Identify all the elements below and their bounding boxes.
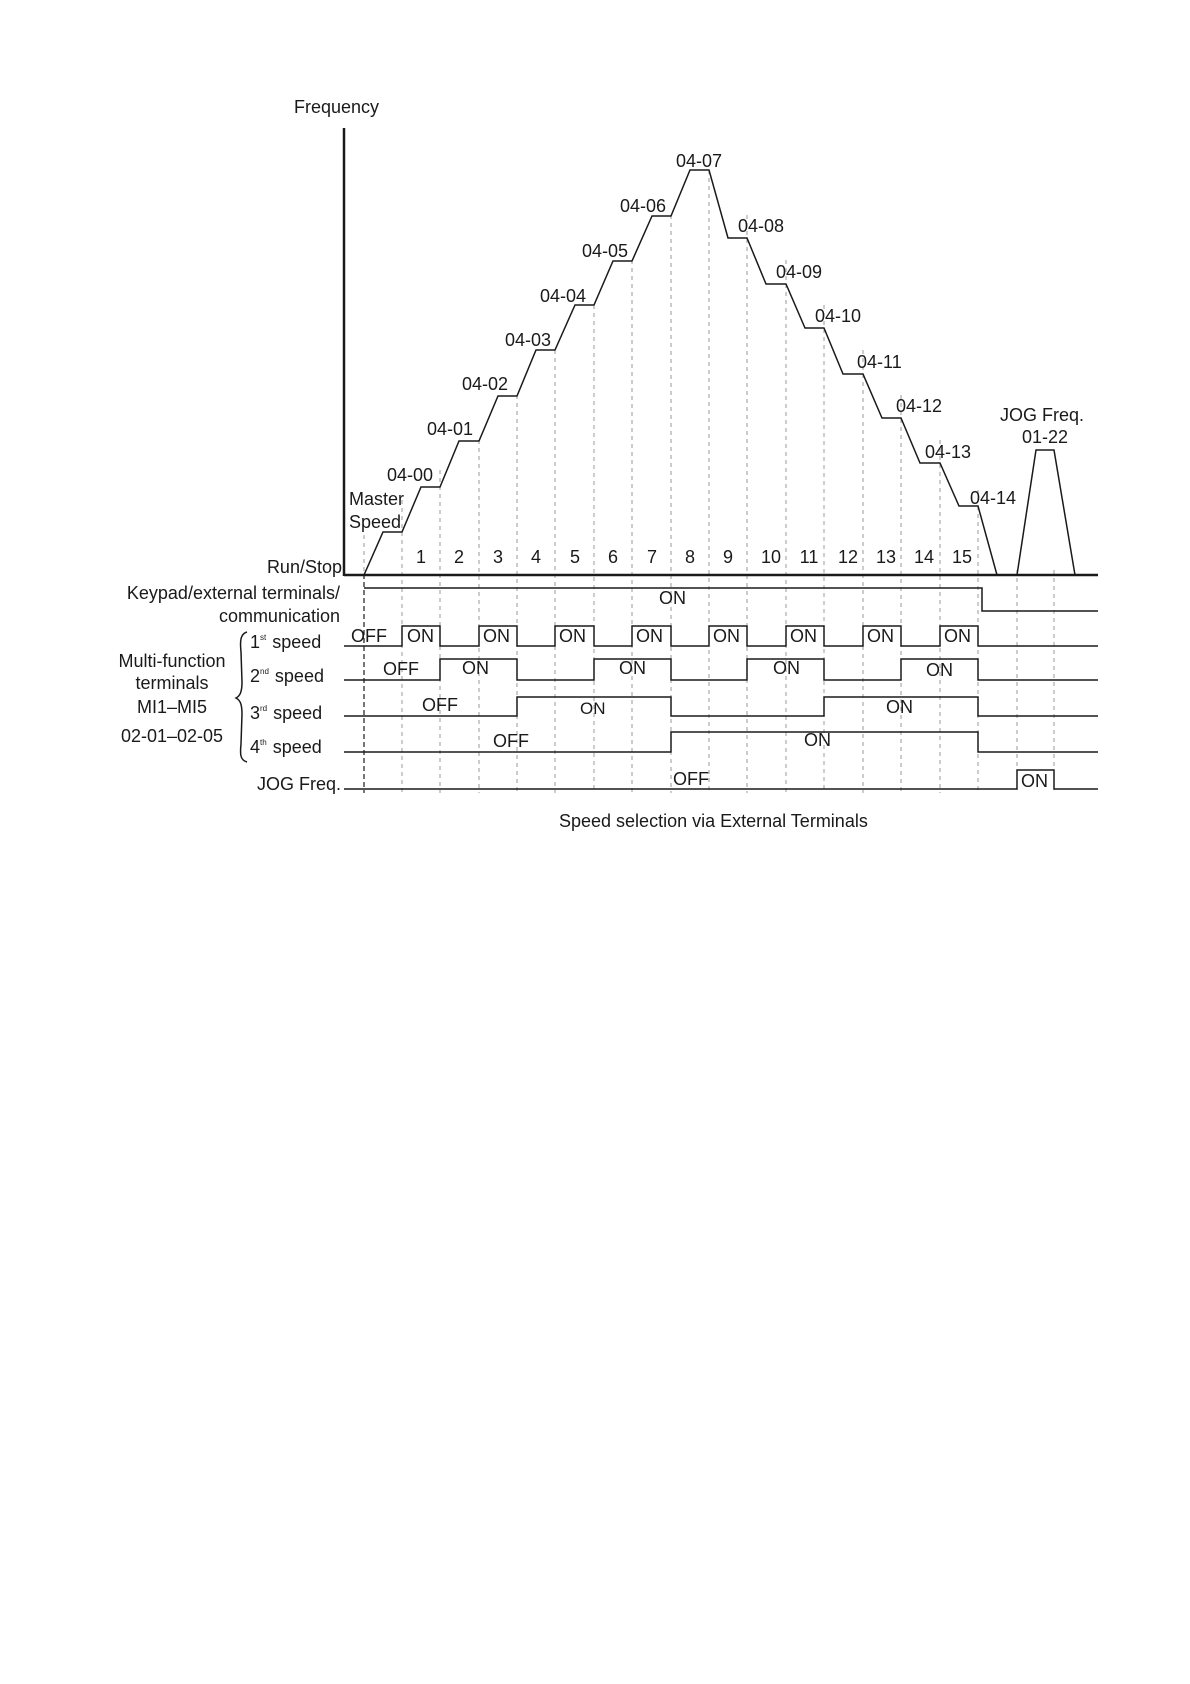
- speed3-signal: [250, 695, 1098, 723]
- param-label: 04-09: [776, 262, 823, 282]
- speed1-label: 1st speed: [250, 632, 322, 652]
- speed1-state: ON: [636, 626, 663, 646]
- step-number: 5: [569, 547, 581, 567]
- step-grid-lines: [364, 170, 1054, 793]
- group-label: terminals: [135, 673, 209, 693]
- speed2-signal: [250, 658, 1098, 686]
- speed2-waveform: [344, 659, 1098, 680]
- step-number: 13: [875, 547, 897, 567]
- param-label: 04-07: [676, 151, 723, 171]
- speed4-label: 4th speed: [250, 737, 322, 757]
- step-number: 1: [415, 547, 427, 567]
- multi-function-group: [118, 632, 247, 762]
- step-number: 14: [913, 547, 935, 567]
- speed4-state: OFF: [493, 731, 529, 751]
- param-label: 04-03: [505, 330, 552, 350]
- param-label: 04-08: [738, 216, 785, 236]
- step-number: 10: [760, 547, 782, 567]
- keypad-waveform: [364, 588, 1098, 611]
- param-label: 04-14: [970, 488, 1017, 508]
- step-number: 15: [951, 547, 973, 567]
- param-label: 04-06: [620, 196, 667, 216]
- speed2-state: OFF: [383, 659, 419, 679]
- speed2-label: 2nd speed: [250, 666, 324, 686]
- step-numbers: [416, 547, 972, 567]
- group-brace: [236, 632, 247, 762]
- param-label: 04-04: [540, 286, 587, 306]
- jog-frequency-pulse: [1017, 450, 1075, 575]
- speed4-state: ON: [804, 730, 831, 750]
- step-number: 3: [492, 547, 504, 567]
- param-label: 04-00: [387, 465, 434, 485]
- jog-state: OFF: [673, 769, 709, 789]
- communication-label: communication: [218, 606, 340, 626]
- speed4-signal: [250, 730, 1098, 757]
- run-stop-label: Run/Stop: [266, 557, 342, 577]
- jog-freq-label: JOG Freq.: [1000, 405, 1085, 425]
- jog-signal: [257, 769, 1098, 794]
- keypad-label: Keypad/external terminals/: [126, 583, 340, 603]
- speed1-state: ON: [790, 626, 817, 646]
- param-label: 04-10: [815, 306, 862, 326]
- keypad-state: ON: [659, 588, 686, 608]
- speed1-state: ON: [713, 626, 740, 646]
- group-label: 02-01–02-05: [120, 726, 224, 746]
- speed2-state: ON: [619, 658, 646, 678]
- param-label: 04-12: [896, 396, 943, 416]
- speed2-state: ON: [926, 660, 953, 680]
- speed1-state: ON: [483, 626, 510, 646]
- frequency-profile: [364, 170, 997, 575]
- param-label: 04-01: [427, 419, 474, 439]
- param-label: 04-02: [462, 374, 509, 394]
- speed1-state: ON: [867, 626, 894, 646]
- speed1-state: ON: [944, 626, 971, 646]
- jog-waveform: [344, 770, 1098, 789]
- speed2-state: ON: [462, 658, 489, 678]
- speed1-state: OFF: [351, 626, 387, 646]
- speed-parameter-labels: [387, 151, 1084, 508]
- step-number: 2: [453, 547, 465, 567]
- speed3-label: 3rd speed: [250, 703, 323, 723]
- speed3-state: ON: [886, 697, 913, 717]
- step-number: 7: [646, 547, 658, 567]
- speed2-state: ON: [773, 658, 800, 678]
- speed1-signal: [250, 626, 1098, 652]
- jog-signal-label: JOG Freq.: [256, 774, 341, 794]
- diagram-caption: Speed selection via External Terminals: [559, 811, 868, 831]
- group-label: MI1–MI5: [136, 697, 208, 717]
- step-number: 8: [684, 547, 696, 567]
- param-label: 04-13: [925, 442, 972, 462]
- group-label: Multi-function: [118, 651, 226, 671]
- step-number: 6: [607, 547, 619, 567]
- speed1-state: ON: [407, 626, 434, 646]
- keypad-signal: [127, 583, 1098, 626]
- speed1-state: ON: [559, 626, 586, 646]
- master-speed-label: Master: [349, 489, 405, 509]
- speed4-waveform: [344, 732, 1098, 752]
- speed3-state: ON: [580, 699, 606, 718]
- step-number: 9: [722, 547, 734, 567]
- step-number: 4: [530, 547, 542, 567]
- step-number: 12: [837, 547, 859, 567]
- frequency-axis-label: Frequency: [294, 97, 380, 117]
- master-speed-label: Speed: [349, 512, 402, 532]
- jog-param-label: 01-22: [1022, 427, 1069, 447]
- step-number: 11: [799, 547, 819, 567]
- speed3-state: OFF: [422, 695, 458, 715]
- param-label: 04-11: [857, 352, 902, 372]
- param-label: 04-05: [582, 241, 629, 261]
- jog-state: ON: [1021, 771, 1048, 791]
